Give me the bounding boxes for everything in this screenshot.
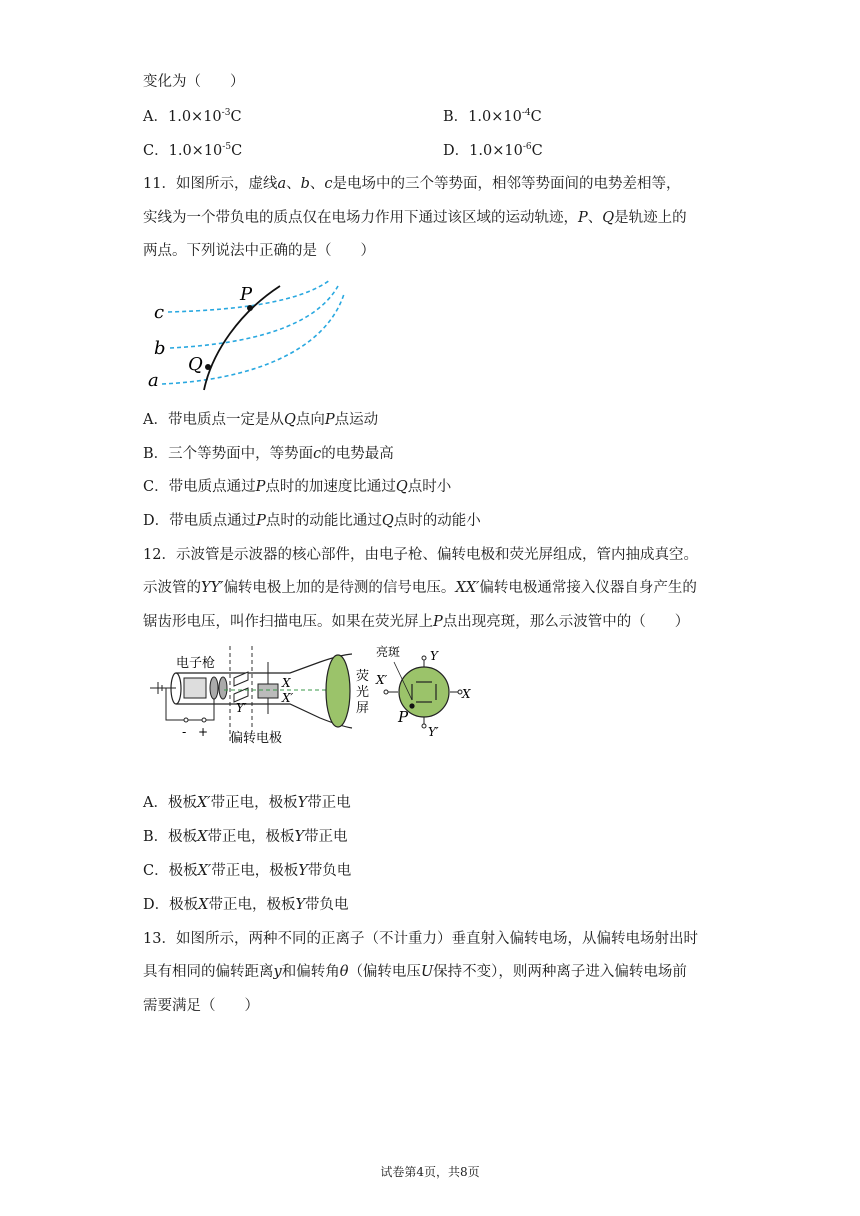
label-axis-y: Y	[430, 649, 438, 663]
page-footer: 试卷第4页，共8页	[380, 1165, 480, 1179]
label-plate-x: X	[282, 676, 291, 690]
label-q: Q	[188, 354, 203, 375]
label-screen-1: 荧	[356, 669, 370, 684]
q10-option-c[interactable]: C．$1.0\times 10^{-5}C$	[143, 142, 243, 159]
point-p-dot	[247, 305, 253, 311]
label-plate-xp: X′	[282, 691, 294, 705]
label-plate-yp: Y′	[236, 701, 247, 715]
oscilloscope-tube-figure	[140, 642, 380, 748]
q11-stem-line1: 11．如图所示，虚线a、b、c是电场中的三个等势面，相邻等势面间的电势差相等，	[143, 176, 681, 192]
label-screen-2: 光	[356, 685, 370, 700]
label-deflection-plates: 偏转电极	[230, 731, 283, 746]
equipotential-figure	[140, 272, 350, 392]
label-axis-xp: X′	[376, 673, 388, 687]
q10-option-a[interactable]: A．$1.0\times 10^{-3}C$	[143, 108, 242, 125]
q11-stem-line2: 实线为一个带负电的质点仅在电场力作用下通过该区域的运动轨迹，P、Q是轨迹上的	[143, 210, 687, 226]
label-axis-yp: Y′	[428, 725, 439, 739]
q11-option-a[interactable]: A．带电质点一定是从Q点向P点运动	[143, 412, 379, 428]
q12-option-a[interactable]: A．极板X′带正电，极板Y带正电	[143, 795, 351, 811]
q11-option-c[interactable]: C．带电质点通过P点时的加速度比通过Q点时小	[143, 479, 452, 495]
label-electron-gun: 电子枪	[176, 656, 216, 671]
q13-stem-line2: 具有相同的偏转距离y和偏转角θ（偏转电压U保持不变），则两种离子进入偏转电场前	[143, 964, 687, 980]
q12-option-d[interactable]: D．极板X带正电，极板Y带负电	[143, 897, 349, 913]
q12-stem-line1: 12．示波管是示波器的核心部件，由电子枪、偏转电极和荧光屏组成，管内抽成真空。	[143, 547, 698, 563]
q12-stem-line3: 锯齿形电压，叫作扫描电压。如果在荧光屏上P点出现亮斑，那么示波管中的（ ）	[143, 614, 690, 630]
label-screen-3: 屏	[356, 701, 370, 716]
q12-stem-line2: 示波管的YY′偏转电极上加的是待测的信号电压。XX′偏转电极通常接入仪器自身产生的	[143, 580, 697, 596]
label-b: b	[154, 338, 166, 359]
label-axis-x: X	[462, 687, 471, 701]
q11-option-b[interactable]: B．三个等势面中，等势面c的电势最高	[143, 446, 394, 462]
q11-option-d[interactable]: D．带电质点通过P点时的动能比通过Q点时的动能小	[143, 513, 481, 529]
label-spot-p: P	[398, 708, 409, 726]
label-bright-spot: 亮斑	[376, 645, 401, 659]
q11-stem-line3: 两点。下列说法中正确的是（ ）	[143, 243, 375, 259]
q10-option-b[interactable]: B．$1.0\times 10^{-4}C$	[443, 108, 542, 125]
label-a: a	[148, 370, 159, 391]
bright-spot-dot	[409, 703, 414, 708]
q13-stem-line1: 13．如图所示，两种不同的正离子（不计重力）垂直射入偏转电场，从偏转电场射出时	[143, 931, 698, 947]
q12-option-b[interactable]: B．极板X带正电，极板Y带正电	[143, 829, 348, 845]
label-c: c	[154, 302, 165, 323]
point-q-dot	[205, 364, 211, 370]
q10-tail: 变化为（ ）	[143, 74, 245, 90]
screen-front-figure	[372, 642, 482, 742]
equipotential-line-b	[170, 286, 338, 348]
label-minus: -	[182, 725, 187, 739]
label-plus: +	[198, 725, 209, 739]
label-p: P	[240, 284, 253, 305]
q10-option-d[interactable]: D．$1.0\times 10^{-6}C$	[443, 142, 543, 159]
q13-stem-line3: 需要满足（ ）	[143, 998, 259, 1014]
q12-option-c[interactable]: C．极板X′带正电，极板Y带负电	[143, 863, 352, 879]
